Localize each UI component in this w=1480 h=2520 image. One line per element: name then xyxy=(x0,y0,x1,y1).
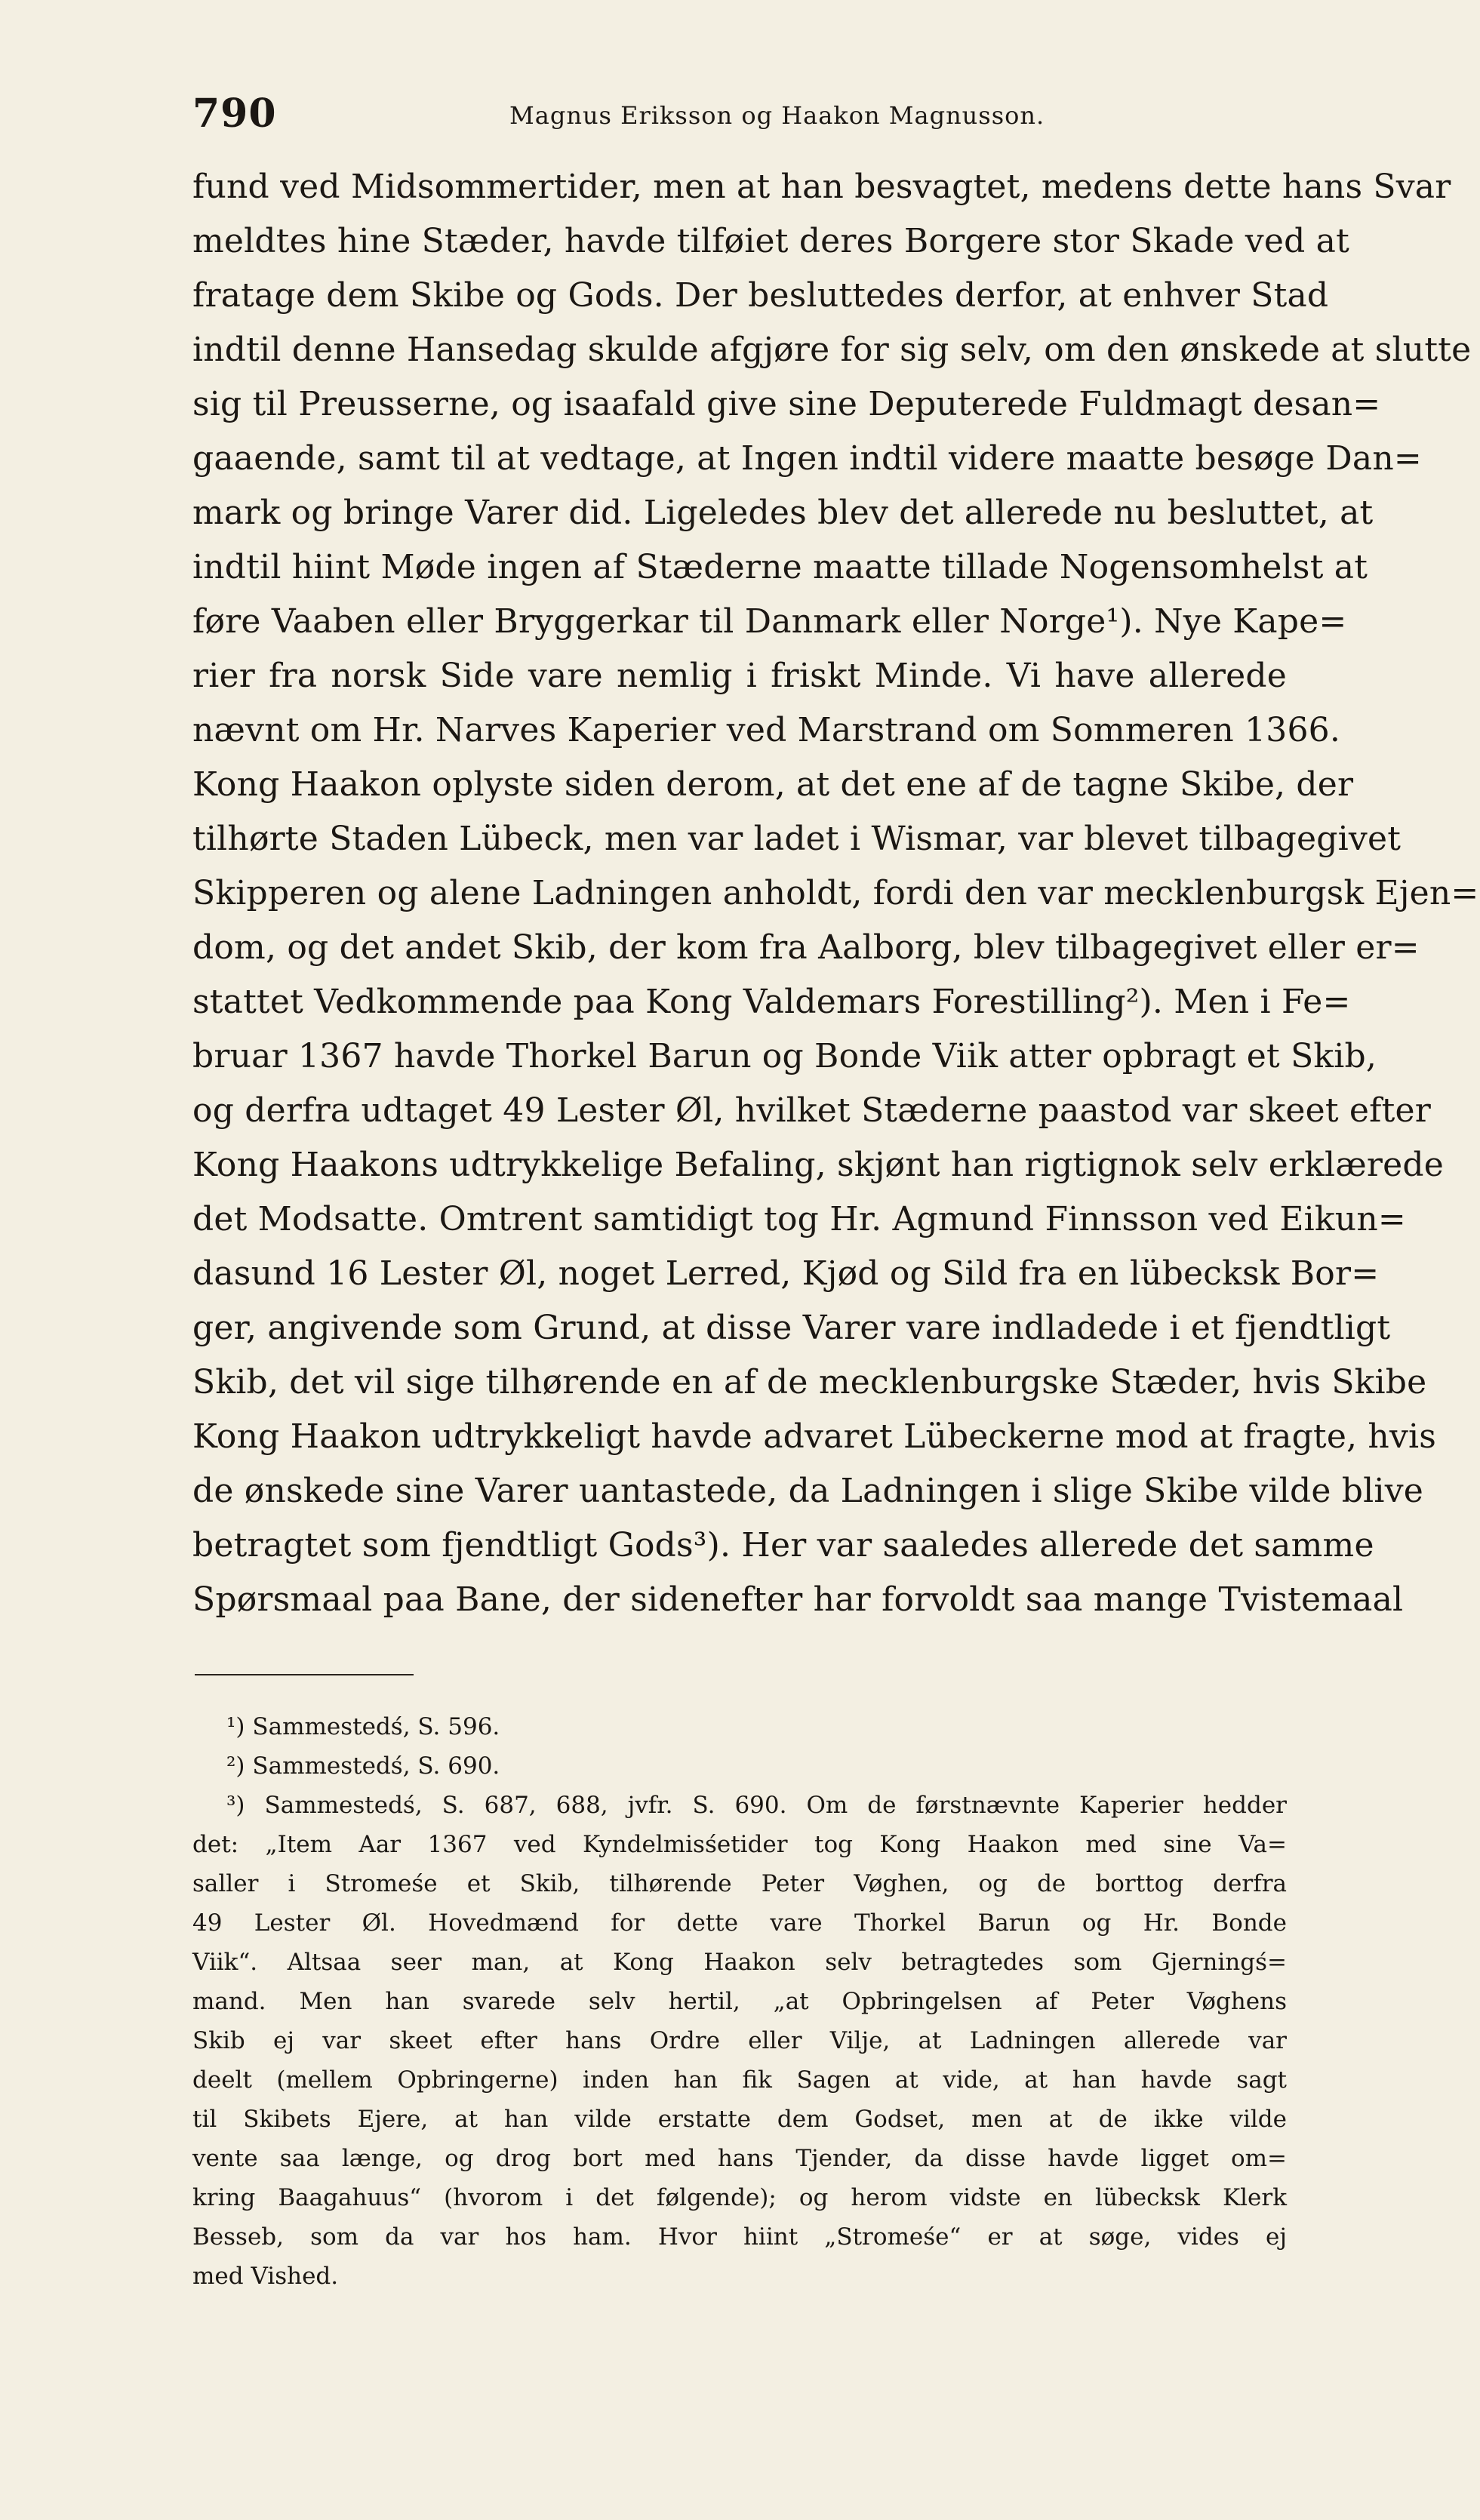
footnote-3-line: med Vished. xyxy=(192,2263,339,2290)
footnote-3-line: ³) Sammestedś, S. 687, 688, jvfr. S. 690. Om de førstnævnte Kaperier hedder xyxy=(226,1792,1287,1819)
text-line: indtil denne Hansedag skulde afgjøre for sig selv, om den ønskede at slutte xyxy=(192,331,1472,369)
main-text xyxy=(192,160,1479,1627)
footnote-3-line: vente saa længe, og drog bort med hans Tjender, da disse havde ligget om= xyxy=(192,2145,1287,2172)
footnote-3-line: saller i Stromeśe et Skib, tilhørende Peter Vøghen, og de borttog derfra xyxy=(192,1870,1287,1897)
text-line: tilhørte Staden Lübeck, men var ladet i Wismar, var blevet tilbagegivet xyxy=(192,820,1402,858)
footnote-3-line: det: „Item Aar 1367 ved Kyndelmisśetider tog Kong Haakon med sine Va= xyxy=(192,1831,1287,1858)
footnote-3-line: deelt (mellem Opbringerne) inden han fik Sagen at vide, at han havde sagt xyxy=(192,2066,1287,2094)
footnote-divider xyxy=(195,1674,414,1675)
text-line: bruar 1367 havde Thorkel Barun og Bonde Viik atter opbragt et Skib, xyxy=(192,1037,1377,1075)
text-line: betragtet som fjendtligt Gods³). Her var saaledes allerede det samme xyxy=(192,1526,1374,1565)
footnote-3-line: Besseb, som da var hos ham. Hvor hiint „Stromeśe“ er at søge, vides ej xyxy=(192,2223,1287,2251)
text-line: nævnt om Hr. Narves Kaperier ved Marstrand om Sommeren 1366. xyxy=(192,711,1341,749)
text-line: det Modsatte. Omtrent samtidigt tog Hr. Agmund Finnsson ved Eikun= xyxy=(192,1200,1406,1238)
text-line: føre Vaaben eller Bryggerkar til Danmark eller Norge¹). Nye Kape= xyxy=(192,602,1347,641)
text-line: sig til Preusserne, og isaafald give sine Deputerede Fuldmagt desan= xyxy=(192,385,1381,423)
page-header xyxy=(192,91,1287,151)
text-line: ger, angivende som Grund, at disse Varer vare indladede i et fjendtligt xyxy=(192,1309,1391,1347)
text-line: Skipperen og alene Ladningen anholdt, fordi den var mecklenburgsk Ejen= xyxy=(192,874,1479,912)
text-line: Kong Haakon udtrykkeligt havde advaret Lübeckerne mod at fragte, hvis xyxy=(192,1417,1437,1456)
text-line: indtil hiint Møde ingen af Stæderne maatte tillade Nogensomhelst at xyxy=(192,548,1368,586)
footnote-3-line: mand. Men han svarede selv hertil, „at Opbringelsen af Peter Vøghens xyxy=(192,1988,1287,2015)
page-number: 790 xyxy=(192,91,277,137)
footnote-1: ¹) Sammestedś, S. 596. xyxy=(226,1713,500,1740)
text-line: dasund 16 Lester Øl, noget Lerred, Kjød og Sild fra en lübecksk Bor= xyxy=(192,1254,1380,1293)
footnote-3-line: til Skibets Ejere, at han vilde erstatte dem Godset, men at de ikke vilde xyxy=(192,2106,1287,2133)
text-line: mark og bringe Varer did. Ligeledes blev det allerede nu besluttet, at xyxy=(192,494,1374,532)
footnote-3-line: Skib ej var skeet efter hans Ordre eller Vilje, at Ladningen allerede var xyxy=(192,2027,1287,2054)
running-head: Magnus Eriksson og Haakon Magnusson. xyxy=(509,101,1045,130)
text-line: rier fra norsk Side vare nemlig i friskt Minde. Vi have allerede xyxy=(192,657,1287,695)
footnote-3-line: Viik“. Altsaa seer man, at Kong Haakon selv betragtedes som Gjerningś= xyxy=(192,1949,1287,1976)
footnote-3-line: 49 Lester Øl. Hovedmænd for dette vare Thorkel Barun og Hr. Bonde xyxy=(192,1909,1287,1937)
footnote-2: ²) Sammestedś, S. 690. xyxy=(226,1752,500,1780)
text-line: de ønskede sine Varer uantastede, da Ladningen i slige Skibe vilde blive xyxy=(192,1472,1423,1510)
footnote-3-line: kring Baagahuus“ (hvorom i det følgende); og herom vidste en lübecksk Klerk xyxy=(192,2184,1287,2211)
text-line: Skib, det vil sige tilhørende en af de mecklenburgske Stæder, hvis Skibe xyxy=(192,1363,1427,1402)
text-line: Kong Haakon oplyste siden derom, at det ene af de tagne Skibe, der xyxy=(192,765,1354,804)
text-line: og derfra udtaget 49 Lester Øl, hvilket Stæderne paastod var skeet efter xyxy=(192,1091,1431,1130)
text-line: Kong Haakons udtrykkelige Befaling, skjønt han rigtignok selv erklærede xyxy=(192,1146,1444,1184)
text-line: meldtes hine Stæder, havde tilføiet deres Borgere stor Skade ved at xyxy=(192,222,1349,260)
text-line: gaaende, samt til at vedtage, at Ingen indtil videre maatte besøge Dan= xyxy=(192,439,1422,478)
text-line: Spørsmaal paa Bane, der sidenefter har forvoldt saa mange Tvistemaal xyxy=(192,1580,1404,1619)
text-line: stattet Vedkommende paa Kong Valdemars Forestilling²). Men i Fe= xyxy=(192,983,1351,1021)
text-line: fund ved Midsommertider, men at han besvagtet, medens dette hans Svar xyxy=(192,168,1451,206)
footnotes xyxy=(192,1707,1287,2296)
text-line: dom, og det andet Skib, der kom fra Aalborg, blev tilbagegivet eller er= xyxy=(192,928,1420,967)
text-line: fratage dem Skibe og Gods. Der besluttedes derfor, at enhver Stad xyxy=(192,276,1329,315)
